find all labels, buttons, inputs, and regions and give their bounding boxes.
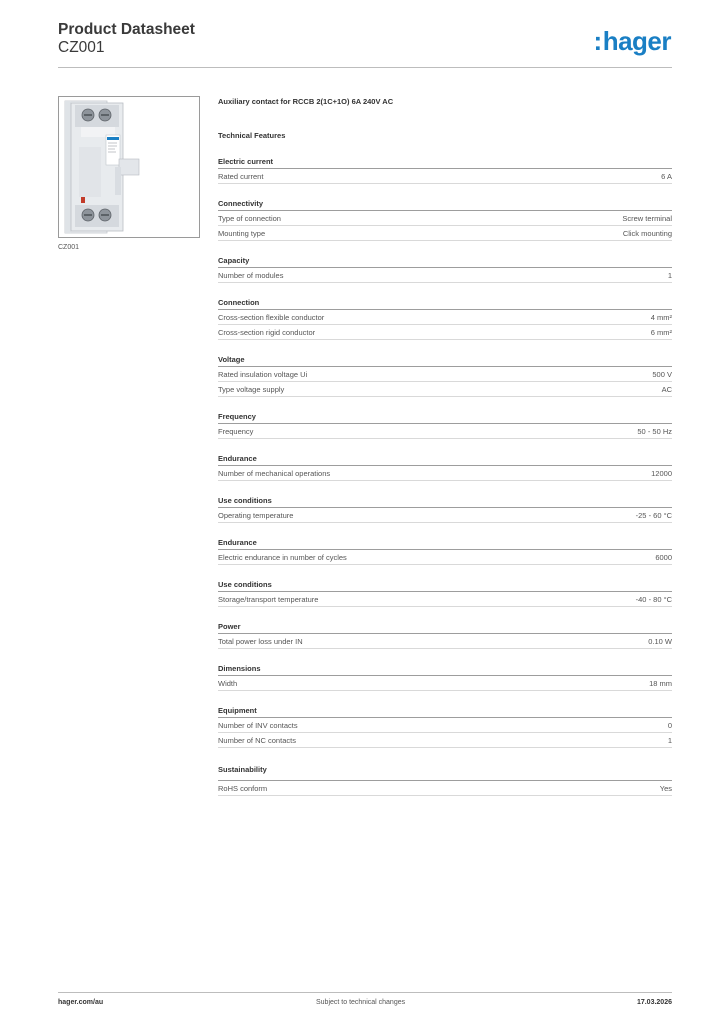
row-label: Frequency [218,427,254,436]
row-label: Number of mechanical operations [218,469,331,478]
row-label: Cross-section rigid conductor [218,328,316,337]
table-row [218,466,672,481]
row-value: -40 - 80 °C [635,595,672,604]
row-label: RoHS conform [218,784,268,793]
footer-date: 17.03.2026 [636,999,672,1006]
row-label: Total power loss under IN [218,637,303,646]
logo-colon: : [593,26,602,56]
section-title: Use conditions [218,495,672,508]
section-voltage [218,354,672,397]
row-label: Rated current [218,172,264,181]
section-power [218,621,672,649]
section-title: Electric current [218,156,672,169]
section-use-conditions-storage [218,579,672,607]
technical-features-heading: Technical Features [218,131,286,140]
row-value: 1 [667,271,672,280]
section-title: Connectivity [218,198,672,211]
table-row [218,169,672,184]
section-title: Dimensions [218,663,672,676]
table-row [218,424,672,439]
row-label: Number of NC contacts [218,736,296,745]
table-row [218,310,672,325]
footer-divider [58,992,672,993]
document-header [58,21,195,57]
product-description: Auxiliary contact for RCCB 2(1C+1O) 6A 240V AC [218,97,394,106]
section-endurance-electric [218,537,672,565]
section-electric-current [218,156,672,184]
image-caption: CZ001 [58,244,80,251]
table-row [218,226,672,241]
row-value: -25 - 60 °C [635,511,672,520]
row-value: 0 [667,721,672,730]
row-value: Click mounting [622,229,672,238]
section-connection [218,297,672,340]
section-title: Power [218,621,672,634]
table-row [218,781,672,796]
section-title: Use conditions [218,579,672,592]
row-value: 500 V [652,370,672,379]
table-row [218,676,672,691]
row-value: 50 - 50 Hz [637,427,672,436]
logo-wordmark: hager [602,26,671,56]
row-value: 12000 [651,469,672,478]
row-value: 6000 [655,553,672,562]
row-value: 1 [667,736,672,745]
row-label: Operating temperature [218,511,294,520]
row-label: Cross-section flexible conductor [218,313,325,322]
document-title: Product Datasheet [58,21,195,38]
row-label: Width [218,679,238,688]
row-value: 6 mm² [650,328,672,337]
row-value: AC [661,385,672,394]
row-label: Number of INV contacts [218,721,298,730]
section-title: Endurance [218,537,672,550]
table-row [218,382,672,397]
section-use-conditions-operating [218,495,672,523]
row-value: 0.10 W [648,637,672,646]
row-value: Yes [659,784,672,793]
row-label: Rated insulation voltage Ui [218,370,308,379]
row-label: Electric endurance in number of cycles [218,553,347,562]
section-connectivity [218,198,672,241]
product-image [58,96,200,238]
footer-website-link[interactable]: hager.com/au [58,999,104,1006]
table-row [218,550,672,565]
hager-logo [594,26,671,56]
table-row [218,592,672,607]
section-title: Sustainability [218,764,672,781]
header-divider [58,67,672,68]
table-row [218,367,672,382]
row-value: Screw terminal [622,214,672,223]
row-value: 4 mm² [650,313,672,322]
section-dimensions [218,663,672,691]
table-row [218,508,672,523]
section-title: Endurance [218,453,672,466]
table-row [218,211,672,226]
table-row [218,733,672,748]
section-title: Capacity [218,255,672,268]
section-equipment [218,705,672,748]
row-label: Storage/transport temperature [218,595,319,604]
auxiliary-contact-device-image [59,97,199,237]
section-capacity [218,255,672,283]
row-value: 18 mm [649,679,672,688]
row-value: 6 A [661,172,672,181]
row-label: Type of connection [218,214,281,223]
product-code: CZ001 [58,39,105,56]
row-label: Type voltage supply [218,385,285,394]
section-title: Connection [218,297,672,310]
section-title: Equipment [218,705,672,718]
table-row [218,325,672,340]
section-title: Frequency [218,411,672,424]
footer-notice: Subject to technical changes [316,999,406,1006]
row-label: Mounting type [218,229,266,238]
section-sustainability [218,764,672,796]
section-endurance-mechanical [218,453,672,481]
table-row [218,268,672,283]
section-title: Voltage [218,354,672,367]
section-frequency [218,411,672,439]
table-row [218,634,672,649]
row-label: Number of modules [218,271,284,280]
datasheet-content [218,96,672,796]
table-row [218,718,672,733]
